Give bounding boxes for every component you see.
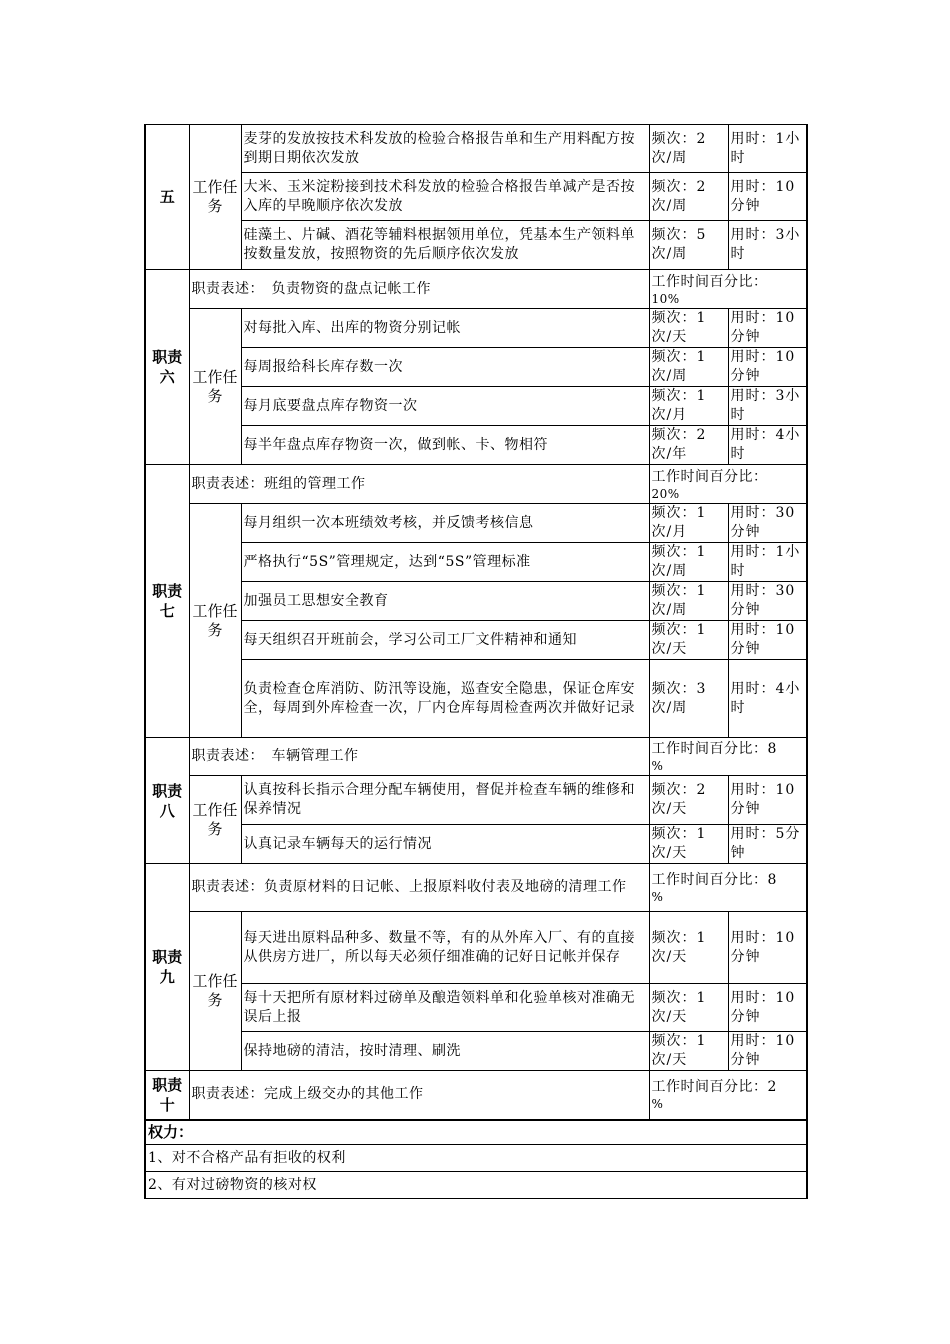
- duty-7-pct-value: 20%: [651, 486, 680, 501]
- duty-7-task-1-duration: 用时：30分钟: [728, 504, 807, 543]
- duty-7-task-3-duration: 用时：30分钟: [728, 582, 807, 621]
- duty-9-task-2-frequency: 频次：1次/天: [649, 984, 728, 1032]
- duty-6-pct-value: 10%: [651, 291, 680, 306]
- duty-10-pct-label: 工作时间百分比：2: [651, 1079, 777, 1096]
- duty-5-task-2-frequency: 频次：2次/周: [649, 173, 728, 221]
- duty-6-label: 职责六: [145, 270, 189, 465]
- duty-5-task-3-frequency: 频次：5次/周: [649, 221, 728, 270]
- duty-7-task-1: 每月组织一次本班绩效考核，并反馈考核信息: [241, 504, 649, 543]
- duty-6-task-1-frequency: 频次：1次/天: [649, 309, 728, 348]
- duty-9-task-1-duration: 用时：10分钟: [728, 912, 807, 984]
- duty-6-task-4-frequency: 频次：2次/年: [649, 426, 728, 465]
- duty-7-task-1-frequency: 频次：1次/月: [649, 504, 728, 543]
- duty-6-task-2-frequency: 频次：1次/周: [649, 348, 728, 387]
- duty-5-task-1-frequency: 频次：2次/周: [649, 125, 728, 173]
- duty-6-task-1-duration: 用时：10分钟: [728, 309, 807, 348]
- duty-6-task-3-duration: 用时：3小时: [728, 387, 807, 426]
- power-heading: 权力：: [145, 1120, 807, 1145]
- duty-7-time-percentage: [649, 465, 807, 504]
- duty-5-task-2-duration: 用时：10分钟: [728, 173, 807, 221]
- duty-6-task-3: 每月底要盘点库存物资一次: [241, 387, 649, 426]
- duty-10-description: 职责表述：完成上级交办的其他工作: [189, 1071, 649, 1120]
- duty-10-pct-value: %: [651, 1097, 664, 1112]
- duty-9-label: 职责九: [145, 864, 189, 1071]
- duty-8-pct-label: 工作时间百分比：8: [651, 741, 777, 757]
- duty-9-pct-value: %: [651, 890, 664, 904]
- duty-8-task-1-duration: 用时：10分钟: [728, 776, 807, 825]
- duty-7-task-5-frequency: 频次：3次/周: [649, 660, 728, 738]
- duty-8-task-2-duration: 用时：5分钟: [728, 825, 807, 864]
- power-item-2: 2、有对过磅物资的核对权: [145, 1172, 807, 1199]
- duty-7-task-2: 严格执行“5S”管理规定，达到“5S”管理标准: [241, 543, 649, 582]
- duty-6-task-4: 每半年盘点库存物资一次，做到帐、卡、物相符: [241, 426, 649, 465]
- duty-5-task-3: 硅藻土、片碱、酒花等辅料根据领用单位，凭基本生产领料单按数量发放，按照物资的先后顺序依次发放: [241, 221, 649, 270]
- duty-7-pct-label: 工作时间百分比：: [651, 468, 768, 485]
- duty-7-task-4: 每天组织召开班前会，学习公司工厂文件精神和通知: [241, 621, 649, 660]
- duty-7-task-5-duration: 用时：4小时: [728, 660, 807, 738]
- duty-8-time-percentage: [649, 738, 807, 776]
- duty-5-label: 五: [145, 125, 189, 270]
- duty-7-task-3-frequency: 频次：1次/周: [649, 582, 728, 621]
- duty-8-task-2: 认真记录车辆每天的运行情况: [241, 825, 649, 864]
- duty-8-task-heading: 工作任务: [189, 776, 241, 864]
- duty-9-pct-label: 工作时间百分比：8: [651, 872, 777, 888]
- duty-8-pct-value: %: [651, 759, 664, 773]
- duty-5-task-3-duration: 用时：3小时: [728, 221, 807, 270]
- duty-9-description: 职责表述：负责原材料的日记帐、上报原料收付表及地磅的清理工作: [189, 864, 649, 912]
- duty-7-task-2-frequency: 频次：1次/周: [649, 543, 728, 582]
- duty-5-task-heading: 工作任务: [189, 125, 241, 270]
- duty-8-description: 职责表述： 车辆管理工作: [189, 738, 649, 776]
- duty-8-label: 职责八: [145, 738, 189, 864]
- duty-7-task-4-frequency: 频次：1次/天: [649, 621, 728, 660]
- duty-10-time-percentage: [649, 1071, 807, 1120]
- duty-7-task-4-duration: 用时：10分钟: [728, 621, 807, 660]
- duty-6-task-2: 每周报给科长库存数一次: [241, 348, 649, 387]
- duty-8-task-1-frequency: 频次：2次/天: [649, 776, 728, 825]
- duty-6-task-4-duration: 用时：4小时: [728, 426, 807, 465]
- duty-8-task-1: 认真按科长指示合理分配车辆使用，督促并检查车辆的维修和保养情况: [241, 776, 649, 825]
- duty-9-task-1-frequency: 频次：1次/天: [649, 912, 728, 984]
- duty-table: [144, 124, 808, 1199]
- duty-9-task-3-frequency: 频次：1次/天: [649, 1032, 728, 1071]
- duty-7-label: 职责七: [145, 465, 189, 738]
- duty-9-task-3-duration: 用时：10分钟: [728, 1032, 807, 1071]
- duty-6-time-percentage: [649, 270, 807, 309]
- duty-9-task-1: 每天进出原料品种多、数量不等，有的从外库入厂、有的直接从供房方进厂，所以每天必须仔细准确的记好日记帐并保存: [241, 912, 649, 984]
- duty-10-label: 职责十: [145, 1071, 189, 1120]
- duty-7-description: 职责表述：班组的管理工作: [189, 465, 649, 504]
- duty-6-pct-label: 工作时间百分比：: [651, 273, 768, 290]
- duty-7-task-5: 负责检查仓库消防、防汛等设施，巡查安全隐患，保证仓库安全，每周到外库检查一次，厂内仓库每周检查两次并做好记录: [241, 660, 649, 738]
- duty-6-task-1: 对每批入库、出库的物资分别记帐: [241, 309, 649, 348]
- duty-9-task-2-duration: 用时：10分钟: [728, 984, 807, 1032]
- duty-9-task-2: 每十天把所有原材料过磅单及酿造领料单和化验单核对准确无误后上报: [241, 984, 649, 1032]
- duty-5-task-2: 大米、玉米淀粉接到技术科发放的检验合格报告单减产是否按入库的早晚顺序依次发放: [241, 173, 649, 221]
- duty-9-time-percentage: [649, 864, 807, 912]
- duty-7-task-2-duration: 用时：1小时: [728, 543, 807, 582]
- duty-6-task-heading: 工作任务: [189, 309, 241, 465]
- duty-9-task-heading: 工作任务: [189, 912, 241, 1071]
- duty-8-task-2-frequency: 频次：1次/天: [649, 825, 728, 864]
- duty-5-task-1-duration: 用时：1小时: [728, 125, 807, 173]
- duty-6-description: 职责表述： 负责物资的盘点记帐工作: [189, 270, 649, 309]
- duty-7-task-3: 加强员工思想安全教育: [241, 582, 649, 621]
- power-item-1: 1、对不合格产品有拒收的权利: [145, 1145, 807, 1172]
- duty-6-task-2-duration: 用时：10分钟: [728, 348, 807, 387]
- duty-7-task-heading: 工作任务: [189, 504, 241, 738]
- job-description-table-page: [144, 124, 806, 1199]
- duty-6-task-3-frequency: 频次：1次/月: [649, 387, 728, 426]
- duty-5-task-1: 麦芽的发放按技术科发放的检验合格报告单和生产用料配方按到期日期依次发放: [241, 125, 649, 173]
- duty-9-task-3: 保持地磅的清洁，按时清理、刷洗: [241, 1032, 649, 1071]
